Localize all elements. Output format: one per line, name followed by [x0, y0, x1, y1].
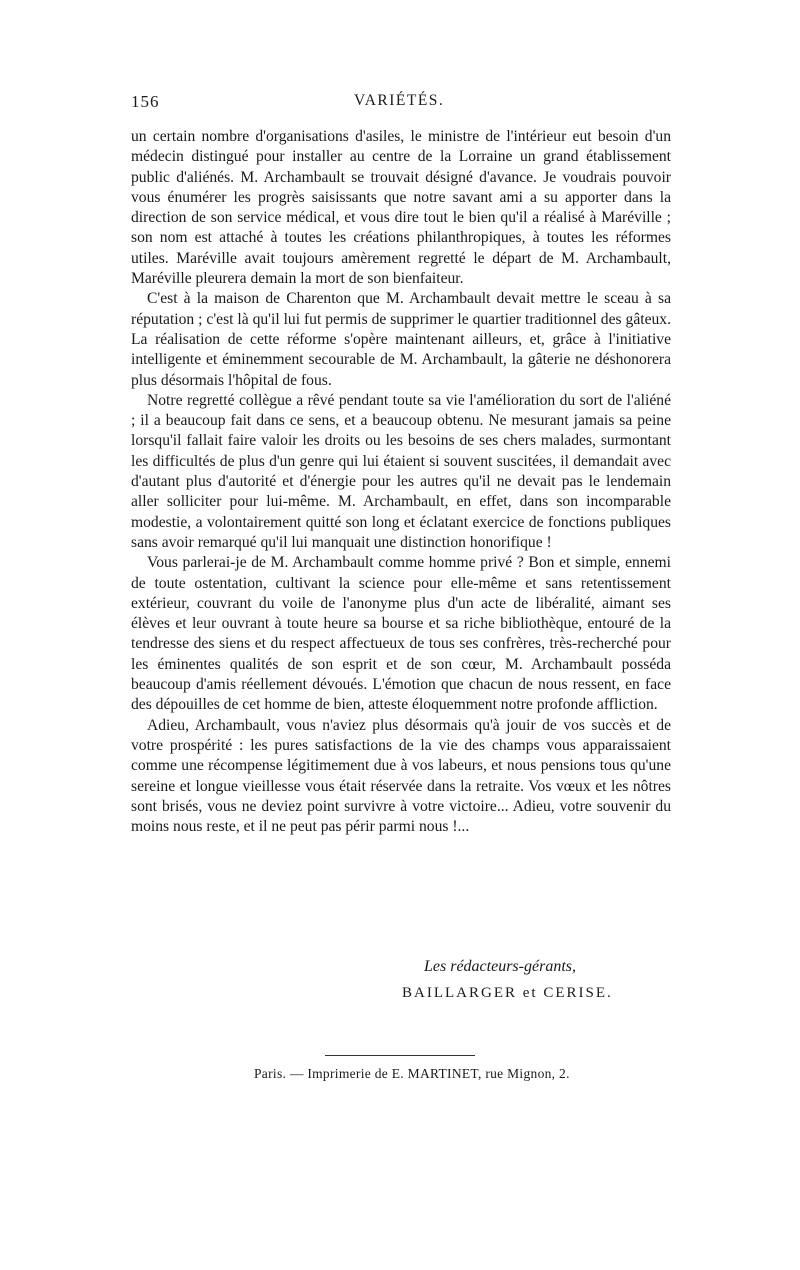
paragraph-1: un certain nombre d'organisations d'asiles, le ministre de l'intérieur eut besoin d'un médecin distingué pour installer au centre de la Lorraine un grand établissement public d'aliénés. M. Archambault se trouvait désigné d'avance. Je voudrais pouvoir vous énumérer les progrès saisissants que notre savant ami a su apporter dans la direction de son service médical, et vous dire tout le bien qu'il a réalisé à Maréville ; son nom est attaché à toutes les créations philanthropiques, à toutes les réformes utiles. Maréville avait toujours amèrement regretté le départ de M. Archambault, Maréville pleurera demain la mort de son bienfaiteur.	[131, 128, 671, 288]
page-header	[131, 92, 671, 122]
paragraph-5: Adieu, Archambault, vous n'aviez plus désormais qu'à jouir de vos succès et de votre prospérité : les pures satisfactions de la vie des champs vous apparaissaient comme une récompense légitimement due à vos labeurs, et nous pensions tous qu'une sereine et longue vieillesse vous était réservée dans la retraite. Vos vœux et les nôtres sont brisés, vous ne deviez point survivre à votre victoire... Adieu, votre souvenir du moins nous reste, et il ne peut pas périr parmi nous !...	[131, 716, 671, 836]
paragraph-2: C'est à la maison de Charenton que M. Archambault devait mettre le sceau à sa réputation ; c'est là qu'il lui fut permis de supprimer le quartier traditionnel des gâteux. La réalisation de cette réforme s'opère maintenant ailleurs, et, grâce à l'initiative intelligente et éminemment secourable de M. Archambault, la gâterie ne déshonorera plus désormais l'hôpital de fous.	[131, 290, 671, 389]
page-number: 156	[131, 92, 160, 111]
printer-imprint: Paris. — Imprimerie de E. MARTINET, rue Mignon, 2.	[254, 1066, 570, 1081]
signature-names: BAILLARGER et CERISE.	[402, 985, 613, 1001]
running-title: VARIÉTÉS.	[354, 92, 445, 109]
paragraph-4: Vous parlerai-je de M. Archambault comme homme privé ? Bon et simple, ennemi de toute ostentation, cultivant la science pour elle-même et sans retentissement extérieur, couvrant du voile de l'anonyme plus d'un acte de libéralité, aimant ses élèves et leur ouvrant à toute heure sa bourse et sa riche bibliothèque, entouré de la tendresse des siens et du respect affectueux de tous ses confrères, très-recherché pour les éminentes qualités de son esprit et de son cœur, M. Archambault posséda beaucoup d'amis réellement dévoués. L'émotion que chacun de nous ressent, en face des dépouilles de cet homme de bien, atteste éloquemment notre profonde affliction.	[131, 554, 671, 714]
paragraph-3: Notre regretté collègue a rêvé pendant toute sa vie l'amélioration du sort de l'aliéné ; il a beaucoup fait dans ce sens, et a beaucoup obtenu. Ne mesurant jamais sa peine lorsqu'il fallait faire valoir les droits ou les besoins de ses chers malades, surmontant les difficultés de plus d'un genre qui lui étaient si souvent suscitées, il demandait avec d'autant plus d'autorité et d'énergie pour les autres qu'il ne devait pas le lendemain aller solliciter pour lui-même. M. Archambault, en effet, dans son incomparable modestie, a volontairement quitté son long et éclatant exercice de fonctions publiques sans avoir remarqué qu'il lui manquait une distinction honorifique !	[131, 391, 671, 551]
footer-rule	[325, 1055, 475, 1056]
signature-editors: Les rédacteurs-gérants,	[424, 958, 576, 975]
article-body	[131, 127, 671, 837]
